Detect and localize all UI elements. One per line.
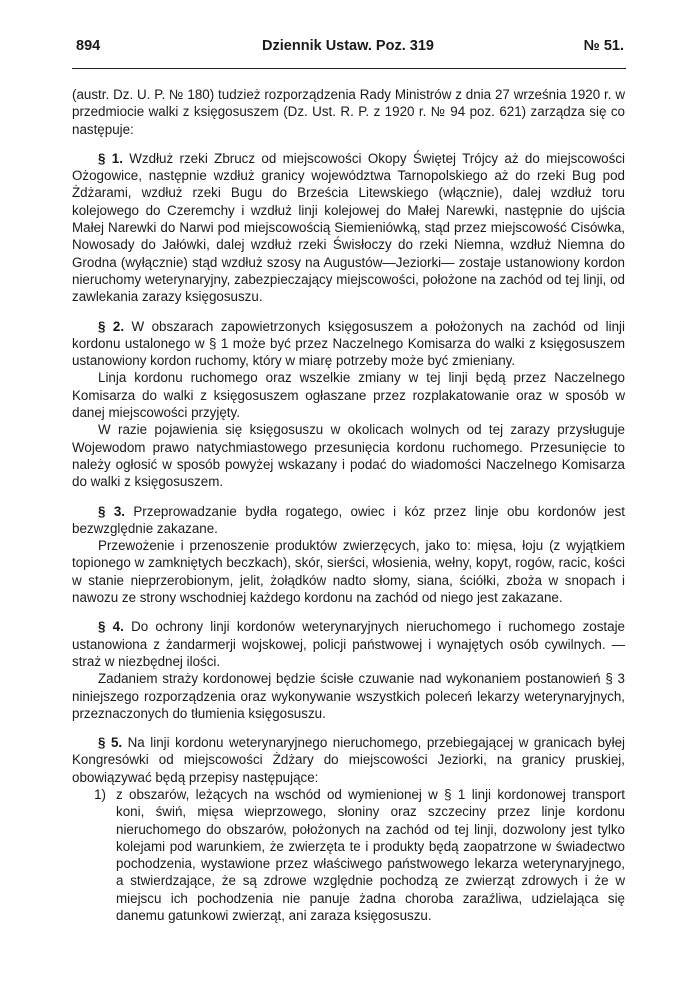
section-1-paragraph-1 bbox=[72, 150, 625, 306]
section-3-paragraph-1 bbox=[72, 503, 625, 538]
section-4-paragraph-1 bbox=[72, 618, 625, 670]
paragraph-text: Do ochrony linji kordonów weterynaryjnych nieruchomego i ruchomego zostaje ustanowiona z żandarmerji wojskowej, policji państwowej i wynajętych osób cywilnych. — straż w niezbędnej ilości. bbox=[72, 619, 625, 669]
section-4-paragraph-2: Zadaniem straży kordonowej będzie ścisłe czuwanie nad wykonaniem postanowień § 3 niniejszego rozporządzenia oraz wykonywanie wszystkich poleceń lekarzy weterynaryjnych, przeznaczonych do tłumienia księgosuszu. bbox=[72, 671, 625, 721]
section-label: § 2. bbox=[98, 318, 125, 334]
paragraph-text: Na linji kordonu weterynaryjnego nieruchomego, przebiegającej w granicach byłej Kongresówki od miejscowości Żdżary do miejscowości Jeziorki, na granicy pruskiej, obowiązywać będą przepisy następujące: bbox=[72, 735, 625, 785]
list-item bbox=[72, 786, 625, 924]
section-5-paragraph-1 bbox=[72, 734, 625, 786]
header-rule bbox=[72, 68, 626, 69]
section-3-paragraph-2: Przewożenie i przenoszenie produktów zwierzęcych, jako to: mięsa, łoju (z wyjątkiem topionego w zamkniętych beczkach), skór, sierści, włosienia, wełny, kopyt, rogów, racic, kości w stanie nieprzerobionym, jelit, żołądków nadto słomy, siana, ściółki, zboża w snopach i nawozu ze strony wschodniej każdego kordonu na zachód od niego jest zakazane. bbox=[72, 538, 625, 606]
section-2-paragraph-3: W razie pojawienia się księgosuszu w okolicach wolnych od tej zarazy przysługuje Wojewodom prawo natychmiastowego przesunięcia kordonu ruchomego. Przesunięcie to należy ogłosić w sposób powyżej wskazany i podać do wiadomości Naczelnego Komisarza do walki z księgosuszem. bbox=[72, 422, 625, 490]
paragraph-text: Przeprowadzanie bydła rogatego, owiec i kóz przez linje obu kordonów jest bezwzględnie zakazane. bbox=[72, 503, 625, 536]
section-2-paragraph-1 bbox=[72, 318, 625, 370]
section-label: § 3. bbox=[98, 503, 125, 519]
list-item-text: z obszarów, leżących na wschód od wymienionej w § 1 linji kordonowej transport koni, świń, mięsa wieprzowego, słoniny oraz szczeciny przez linje kordonu nieruchomego do obszarów, położonych na zachód od tej linji, dozwolony jest tylko kolejami pod warunkiem, że zwierzęta te i produkty będą zaopatrzone w świadectwo pochodzenia, wystawione przez właściwego państwowego lekarza weterynaryjnego, a stwierdzające, że są zdrowe względnie pochodzą ze zwierząt zdrowych i że w miejscu ich pochodzenia nie panuje żadna choroba zaraźliwa, udzielająca się danemu gatunkowi zwierząt, ani zaraza księgosuszu. bbox=[116, 786, 625, 924]
document-body bbox=[72, 86, 625, 924]
journal-title: Dziennik Ustaw. Poz. 319 bbox=[262, 38, 434, 54]
section-5-list bbox=[72, 786, 625, 924]
page-number: 894 bbox=[76, 38, 101, 54]
section-label: § 4. bbox=[98, 619, 124, 635]
section-label: § 1. bbox=[98, 150, 123, 166]
section-label: § 5. bbox=[98, 735, 123, 751]
paragraph-text: W obszarach zapowietrzonych księgosuszem a położonych na zachód od linji kordonu ustalonego w § 1 może być przez Naczelnego Komisarza do walki z księgosuszem ustanowiony kordon ruchomy, który w miarę potrzeby może być zmieniany. bbox=[72, 318, 625, 369]
section-2-paragraph-2: Linja kordonu ruchomego oraz wszelkie zmiany w tej linji będą przez Naczelnego Komisarza do walki z księgosuszem ogłaszane przez rozplakatowanie oraz w sposób w danej miejscowości przyjęty. bbox=[72, 370, 625, 421]
issue-number: № 51. bbox=[583, 38, 624, 54]
running-header bbox=[72, 36, 624, 60]
list-item-number: 1) bbox=[94, 786, 106, 802]
paragraph-text: Wzdłuż rzeki Zbrucz od miejscowości Okopy Świętej Trójcy aż do miejscowości Ożogowice, następnie wzdłuż granicy województwa Tarnopolskiego aż do rzeki Bug pod Żdżarami, wzdłuż rzeki Bugu do Brześcia Litewskiego (włącznie), dalej wzdłuż toru kolejowego do Czeremchy i wzdłuż linji kolejowej do Małej Narewki, następnie do ujścia Małej Narewki do Narwi pod miejscowością Siemieniówką, stąd przez miejscowość Cisówka, Nowosady do Jałówki, dalej wzdłuż rzeki Świsłoczy do rzeki Niemna, wzdłuż Niemna do Grodna (wyłącznie) stąd wzdłuż szosy na Augustów—Jeziorki— zostaje ustanowiony kordon nieruchomy weterynaryjny, zabezpieczający miejscowości, położone na zachód od tej linji, od zawlekania zarazy księgosuszu. bbox=[72, 150, 625, 305]
intro-paragraph: (austr. Dz. U. P. № 180) tudzież rozporządzenia Rady Ministrów z dnia 27 września 1920 r. w przedmiocie walki z księgosuszem (Dz. Ust. R. P. z 1920 r. № 94 poz. 621) zarządza się co następuje: bbox=[72, 87, 625, 137]
